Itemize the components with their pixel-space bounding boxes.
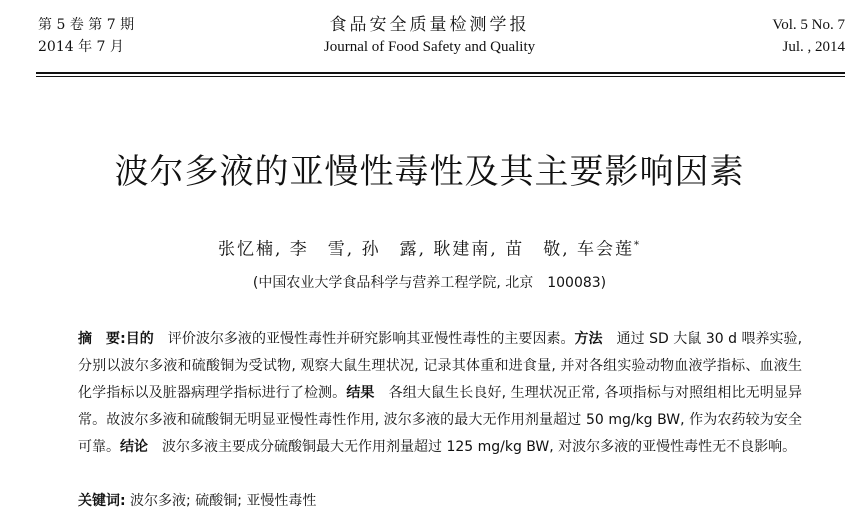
results-label: 结果 — [346, 385, 375, 401]
author-names: 张忆楠, 李 雪, 孙 露, 耿建南, 苗 敬, 车会莲 — [217, 239, 635, 260]
abstract-label: 摘 要: — [78, 331, 126, 347]
conclusion-text: 波尔多液主要成分硫酸铜最大无作用剂量超过 125 mg/kg BW, 对波尔多液的亚慢性毒性无不良影响。 — [148, 439, 797, 455]
methods-label: 方法 — [574, 331, 603, 347]
volume-issue-en: Vol. 5 No. 7 — [772, 17, 845, 33]
journal-name-en: Journal of Food Safety and Quality — [323, 39, 536, 55]
date-en: Jul. , 2014 — [782, 39, 845, 55]
conclusion-label: 结论 — [120, 439, 148, 455]
objective-text: 评价波尔多液的亚慢性毒性并研究影响其亚慢性毒性的主要因素。 — [153, 331, 575, 347]
methods-text: 通过 SD 大鼠 30 d 喂养实验, 分别以波尔多液和硫酸铜为受试物, 观察大鼠生理状况, 记录其体重和进食量, 并对各组实验动物血液学指标、血液生化学指标以及脏器病理学指标进行了检测。 — [78, 331, 803, 401]
date-cn: 2014 年 7 月 — [38, 39, 124, 55]
objective-label: 目的 — [125, 331, 154, 347]
paper-title: 波尔多液的亚慢性毒性及其主要影响因素 — [114, 152, 745, 192]
journal-name — [0, 14, 859, 58]
issue-info-en — [772, 14, 845, 58]
keywords — [78, 488, 316, 514]
keywords-text: 波尔多液; 硫酸铜; 亚慢性毒性 — [125, 493, 317, 509]
affiliation: (中国农业大学食品科学与营养工程学院, 北京 100083) — [252, 275, 607, 291]
author-list — [0, 232, 859, 264]
results-text: 各组大鼠生长良好, 生理状况正常, 各项指标与对照组相比无明显异常。故波尔多液和硫酸铜无明显亚慢性毒性作用, 波尔多液的最大无作用剂量超过 50 mg/kg BW, 作为农药较为安全可靠。 — [78, 385, 803, 455]
abstract — [78, 326, 802, 461]
keywords-label: 关键词: — [78, 493, 126, 509]
corresponding-author-mark: * — [634, 240, 642, 251]
journal-name-cn: 食品安全质量检测学报 — [329, 15, 530, 35]
journal-header — [0, 0, 859, 78]
volume-issue-cn: 第 5 卷 第 7 期 — [38, 17, 135, 33]
header-rule-thick — [36, 72, 845, 74]
header-rule-thin — [36, 76, 845, 77]
